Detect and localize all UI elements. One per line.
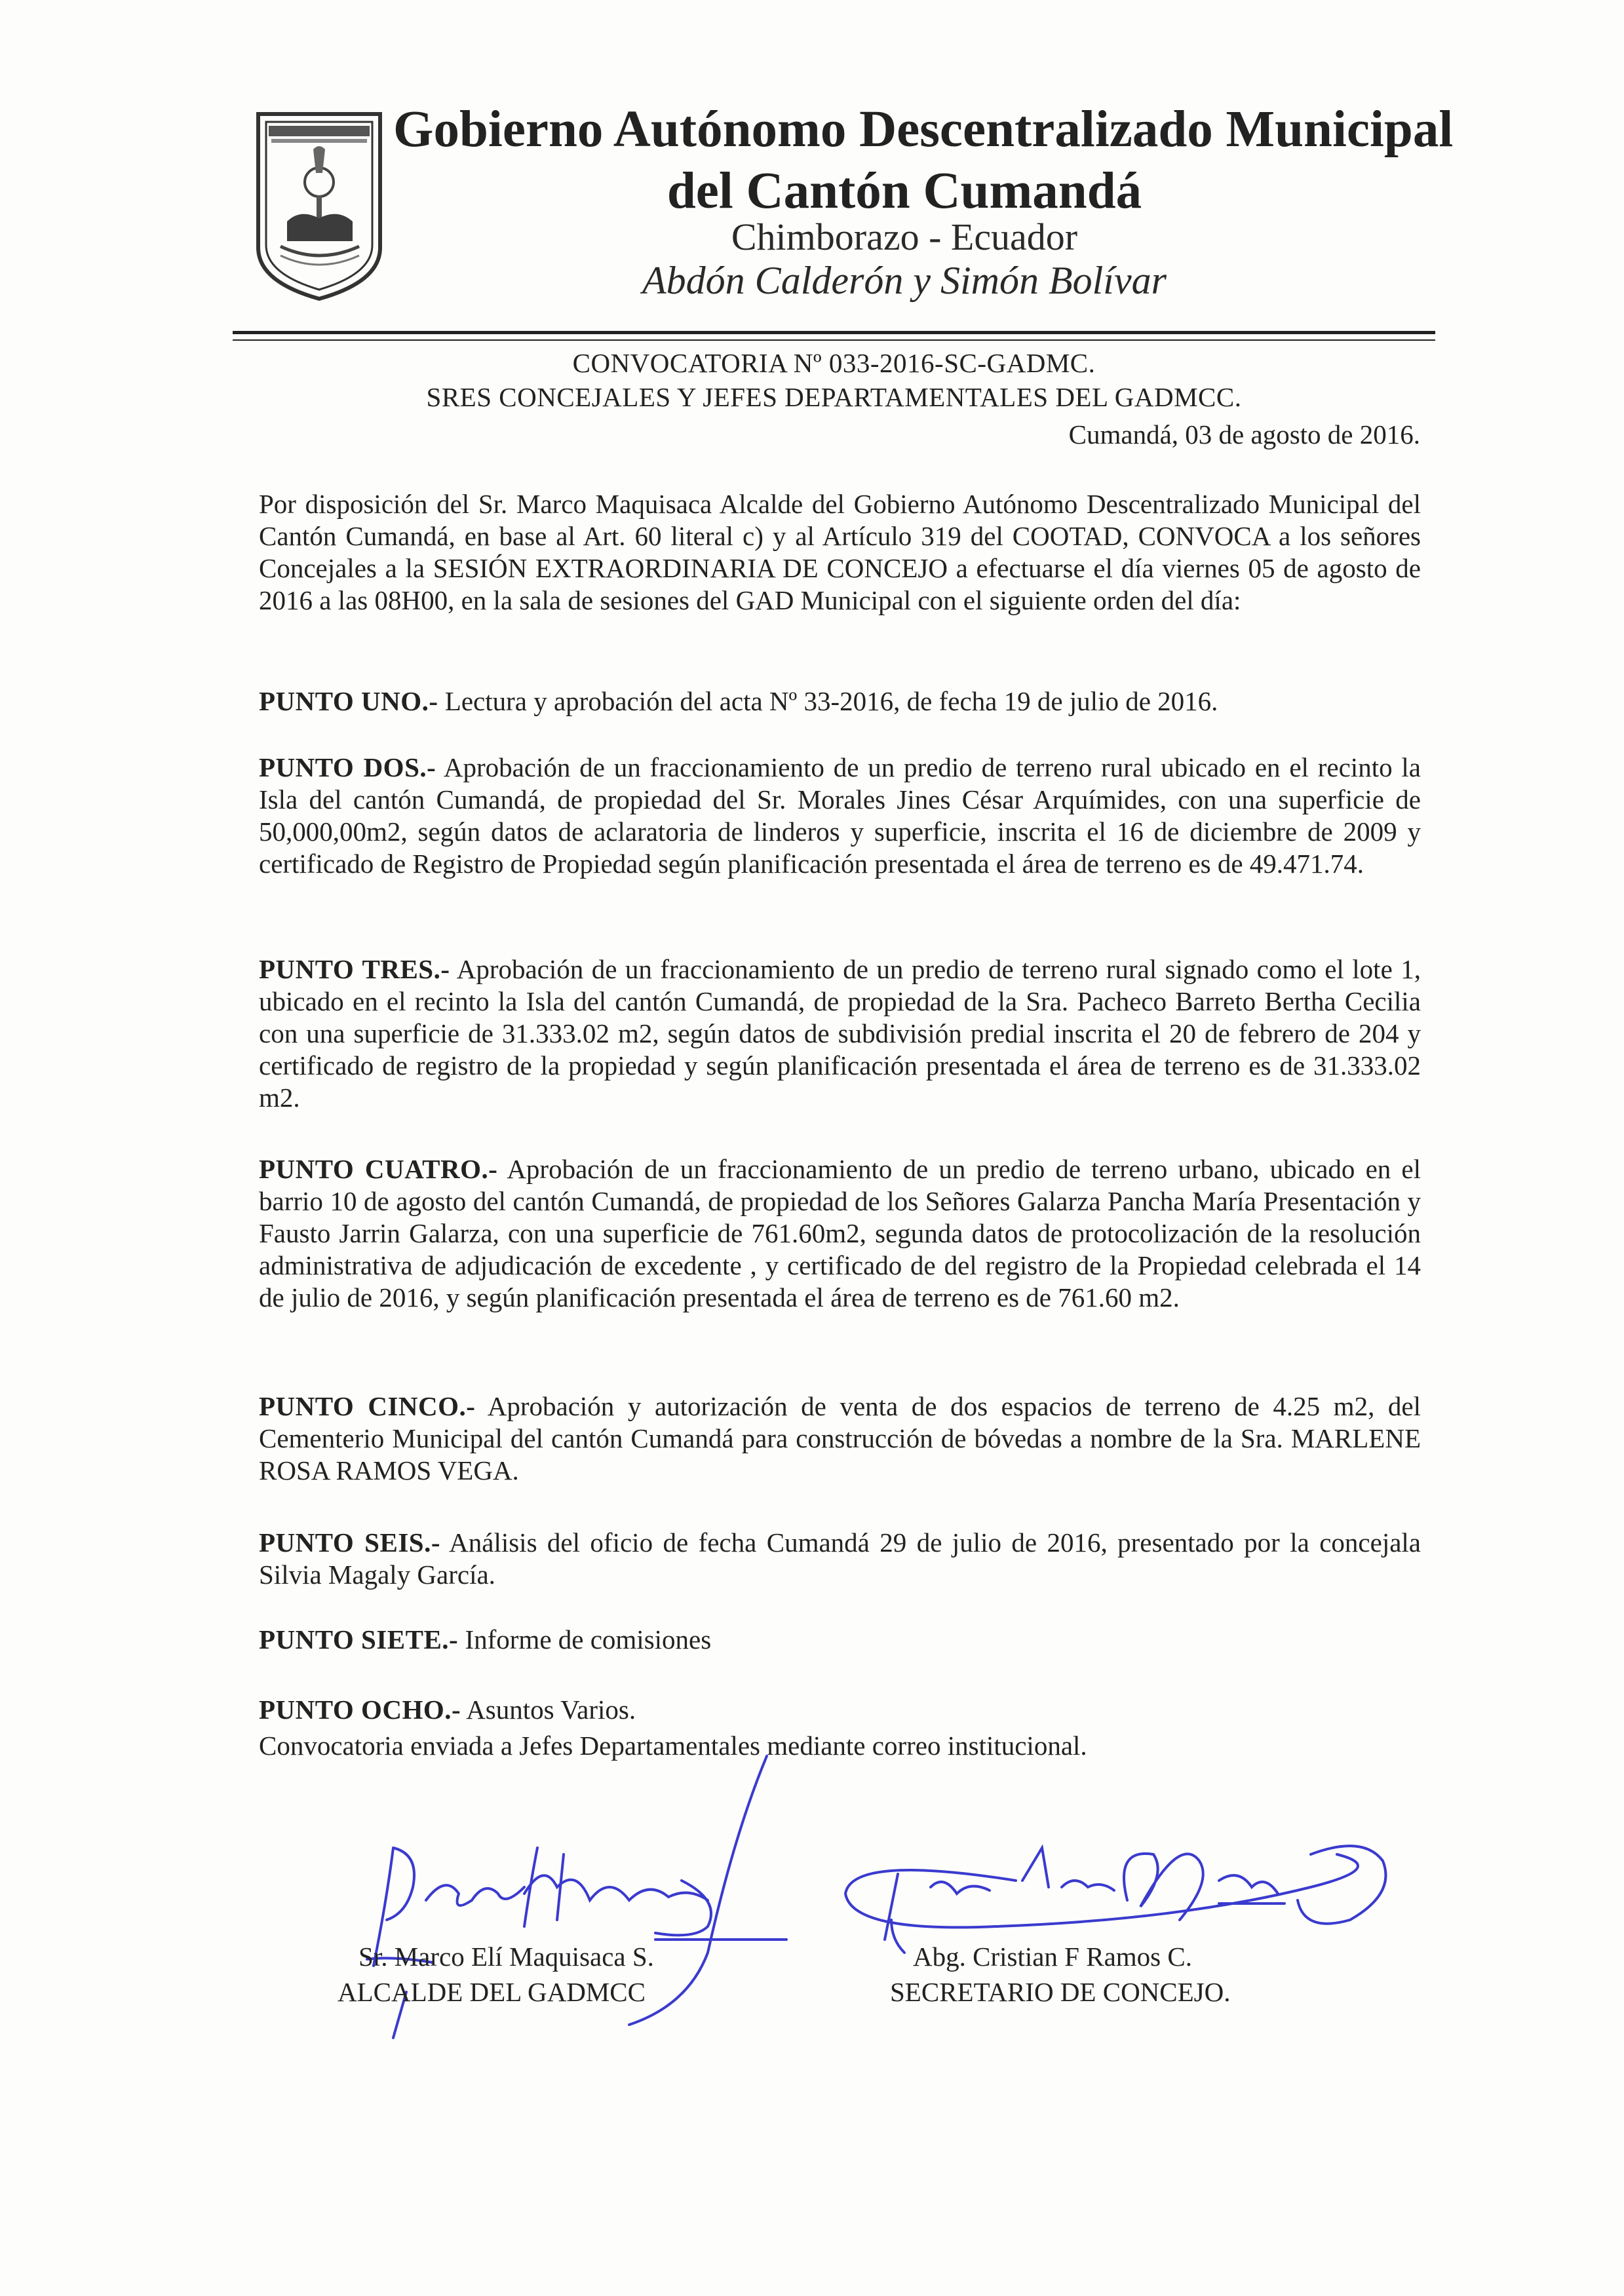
header-divider-thick [233, 331, 1435, 334]
institution-title-line1: Gobierno Autónomo Descentralizado Municipal [393, 101, 1454, 158]
header-divider-thin [233, 339, 1435, 341]
mayor-role: ALCALDE DEL GADMCC [338, 1977, 646, 2007]
motto: Abdón Calderón y Simón Bolívar [642, 259, 1167, 302]
secretary-name: Abg. Cristian F Ramos C. [913, 1942, 1192, 1972]
agenda-point-text: Análisis del oficio de fecha Cumandá 29 de julio de 2016, presentado por la concejala Silvia Magaly García. [259, 1527, 1421, 1590]
agenda-point-text: Lectura y aprobación del acta Nº 33-2016, de fecha 19 de julio de 2016. [438, 686, 1218, 716]
agenda-point-label: PUNTO CUATRO.- [259, 1154, 498, 1184]
agenda-point-label: PUNTO TRES.- [259, 954, 450, 984]
agenda-point-6 [259, 1527, 1421, 1591]
province-country: Chimborazo - Ecuador [731, 216, 1078, 258]
agenda-point-label: PUNTO UNO.- [259, 686, 438, 716]
convocatoria-number: CONVOCATORIA Nº 033-2016-SC-GADMC. [572, 348, 1096, 378]
agenda-point-1 [259, 685, 1421, 718]
agenda-point-label: PUNTO SIETE.- [259, 1624, 459, 1655]
mayor-name: Sr. Marco Elí Maquisaca S. [358, 1942, 654, 1972]
agenda-point-2 [259, 752, 1421, 880]
footer-note: Convocatoria enviada a Jefes Departamentales mediante correo institucional. [259, 1731, 1087, 1761]
secretary-signature [845, 1846, 1385, 1953]
agenda-point-text: Aprobación y autorización de venta de dos espacios de terreno de 4.25 m2, del Cementerio Municipal del cantón Cumandá para construcción de bóvedas a nombre de la Sra. MARLENE ROSA RAMOS VEGA. [259, 1391, 1421, 1485]
agenda-point-4 [259, 1153, 1421, 1314]
agenda-point-8 [259, 1694, 1421, 1726]
agenda-point-3 [259, 953, 1421, 1114]
agenda-point-5 [259, 1390, 1421, 1487]
agenda-point-label: PUNTO SEIS.- [259, 1527, 440, 1558]
secretary-role: SECRETARIO DE CONCEJO. [890, 1977, 1231, 2007]
place-date: Cumandá, 03 de agosto de 2016. [1068, 419, 1420, 450]
agenda-point-text: Asuntos Varios. [461, 1694, 636, 1725]
agenda-point-7 [259, 1624, 1421, 1656]
agenda-point-label: PUNTO CINCO.- [259, 1391, 476, 1421]
agenda-point-label: PUNTO DOS.- [259, 752, 436, 782]
agenda-point-text: Informe de comisiones [458, 1624, 712, 1655]
agenda-point-text: Aprobación de un fraccionamiento de un predio de terreno rural ubicado en el recinto la Isla del cantón Cumandá, de propiedad del Sr. Morales Jines César Arquímides, con una superficie de 50,000,00m2, según datos de aclaratoria de linderos y superficie, inscrita el 16 de diciembre de 2009 y certificado de Registro de Propiedad según planificación presentada el área de terreno es de 49.471.74. [259, 752, 1421, 879]
agenda-point-label: PUNTO OCHO.- [259, 1694, 461, 1725]
agenda-point-text: Aprobación de un fraccionamiento de un predio de terreno urbano, ubicado en el barrio 10 de agosto del cantón Cumandá, de propiedad de los Señores Galarza Pancha María Presentación y Fausto Jarrin Galarza, con una superficie de 761.60m2, segunda datos de protocolización de la resolución administrativa de adjudicación de excedente , y certificado de del registro de la Propiedad celebrada el 14 de julio de 2016, y según planificación presentada el área de terreno es de 761.60 m2. [259, 1154, 1421, 1312]
intro-paragraph: Por disposición del Sr. Marco Maquisaca Alcalde del Gobierno Autónomo Descentralizado Municipal del Cantón Cumandá, en base al Art. 60 literal c) y al Artículo 319 del COOTAD, CONVOCA a los señores Concejales a la SESIÓN EXTRAORDINARIA DE CONCEJO a efectuarse el día viernes 05 de agosto de 2016 a las 08H00, en la sala de sesiones del GAD Municipal con el siguiente orden del día: [259, 489, 1421, 615]
agenda-point-text: Aprobación de un fraccionamiento de un predio de terreno rural signado como el lote 1, ubicado en el recinto la Isla del cantón Cumandá, de propiedad de la Sra. Pacheco Barreto Bertha Cecilia con una superficie de 31.333.02 m2, según datos de subdivisión predial inscrita el 20 de febrero de 204 y certificado de registro de la propiedad y según planificación presentada el área de terreno es de 31.333.02 m2. [259, 954, 1421, 1113]
municipal-crest-icon [254, 110, 384, 303]
institution-title-line2: del Cantón Cumandá [667, 163, 1142, 220]
convocatoria-addressees: SRES CONCEJALES Y JEFES DEPARTAMENTALES DEL GADMCC. [426, 382, 1242, 412]
